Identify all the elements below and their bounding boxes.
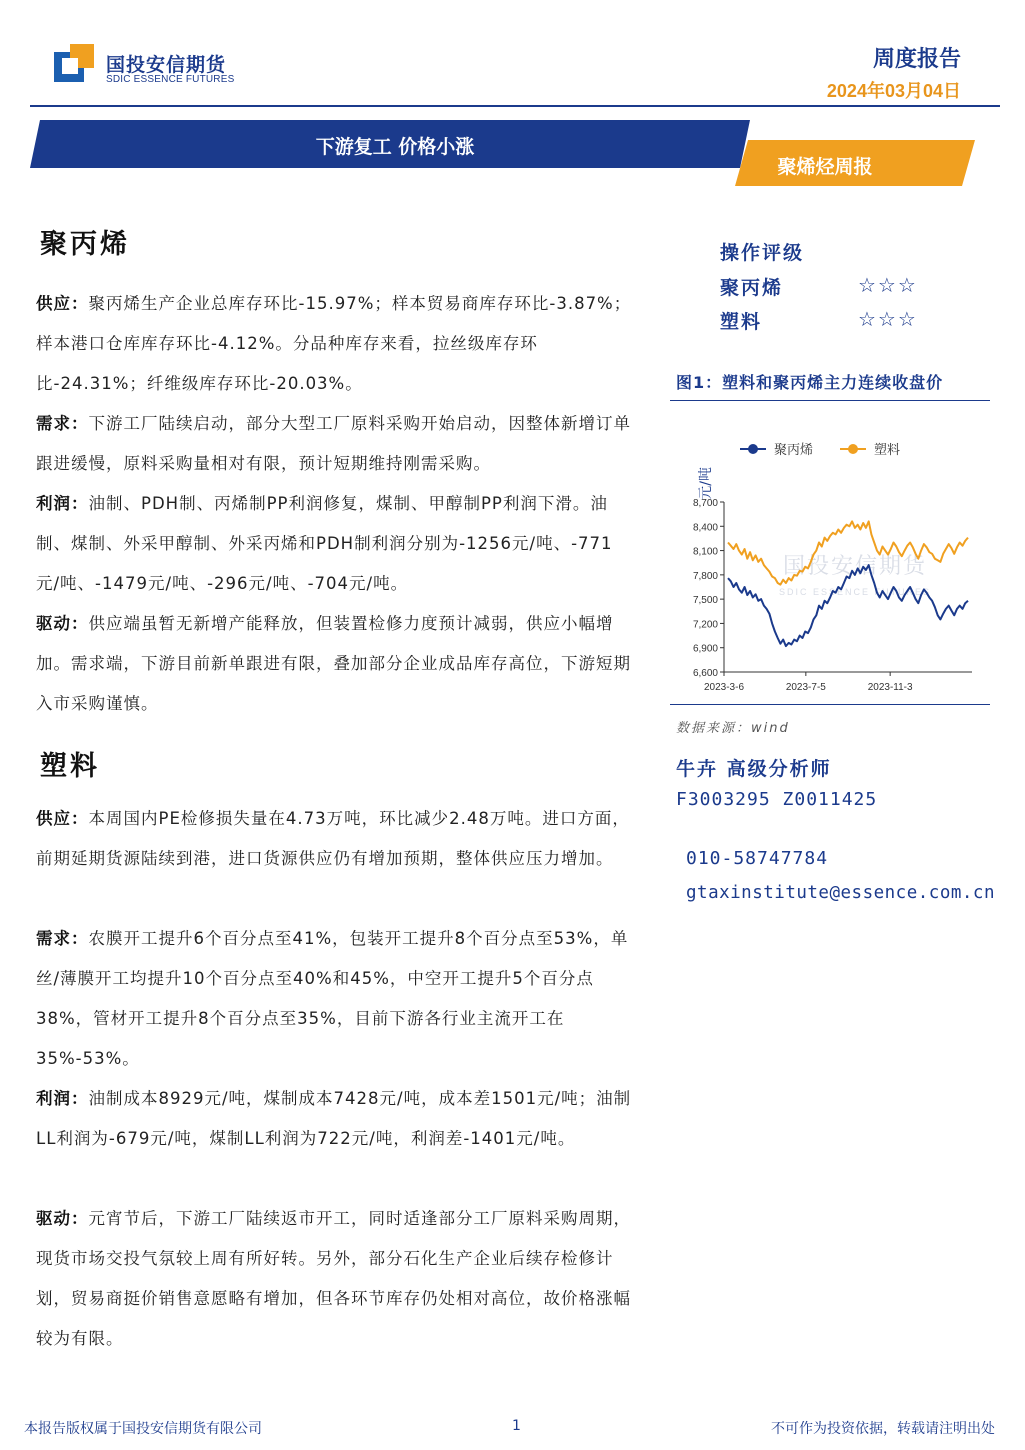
- analyst-name: 牛卉 高级分析师: [676, 758, 832, 780]
- pp-supply-label: 供应：: [36, 294, 89, 313]
- pp-profit-text: 油制、PDH制、丙烯制PP利润修复，煤制、甲醇制PP利润下滑。油制、煤制、外采甲醇制、外采丙烯和PDH制利润分别为-1256元/吨、-771元/吨、-1479元/吨、-296元/吨、-704元/吨。: [36, 494, 613, 593]
- rating-title: 操作评级: [720, 242, 805, 264]
- pe-demand-paragraph: [36, 919, 636, 1079]
- rating-name: 聚丙烯: [720, 277, 784, 299]
- x-tick-label: 2023-3-6: [703, 682, 745, 693]
- pp-supply-text: 聚丙烯生产企业总库存环比-15.97%；样本贸易商库存环比-3.87%；样本港口仓库库存环比-4.12%。分品种库存来看，拉丝级库存环比-24.31%；纤维级库存环比-20.03%。: [36, 294, 632, 393]
- x-tick-label: 2023-11-3: [867, 682, 913, 693]
- pp-profit-label: 利润：: [36, 494, 89, 513]
- pp-section-title: 聚丙烯: [40, 229, 130, 260]
- pe-profit-paragraph: [36, 1079, 636, 1159]
- pp-demand-label: 需求：: [36, 414, 89, 433]
- y-tick-label: 8,700: [692, 498, 718, 509]
- pe-driver-text: 元宵节后，下游工厂陆续返市开工，同时适逢部分工厂原料采购周期，现货市场交投气氛较上周有所好转。另外，部分石化生产企业后续存检修计划，贸易商挺价销售意愿略有增加，但各环节库存仍处相对高位，故价格涨幅较为有限。: [36, 1209, 631, 1348]
- pp-demand-text: 下游工厂陆续启动，部分大型工厂原料采购开始启动，因整体新增订单跟进缓慢，原料采购量相对有限，预计短期维持刚需采购。: [36, 414, 631, 473]
- y-tick-label: 7,500: [692, 595, 718, 607]
- pe-section-title: 塑料: [40, 751, 100, 782]
- pe-demand-label: 需求：: [36, 929, 89, 948]
- series-line: [728, 565, 968, 646]
- rating-row-pe: [720, 307, 940, 334]
- y-tick-label: 6,900: [692, 643, 718, 655]
- pe-profit-label: 利润：: [36, 1089, 89, 1108]
- report-date: 2024年03月04日: [826, 81, 961, 101]
- company-name-en: SDIC ESSENCE FUTURES: [106, 74, 235, 85]
- pe-driver-paragraph: [36, 1199, 636, 1359]
- banner-subtitle: 聚烯烃周报: [777, 156, 873, 178]
- rating-name: 塑料: [720, 311, 763, 333]
- pe-supply-text: 本周国内PE检修损失量在4.73万吨，环比减少2.48万吨。进口方面，前期延期货源陆续到港，进口货源供应仍有增加预期，整体供应压力增加。: [36, 809, 630, 868]
- y-tick-label: 8,100: [692, 546, 718, 558]
- figure-top-rule: [670, 400, 990, 401]
- y-tick-label: 7,800: [692, 570, 718, 582]
- analyst-license-ids: F3003295 Z0011425: [676, 789, 878, 810]
- footer-copyright: 本报告版权属于国投安信期货有限公司: [24, 1421, 262, 1437]
- pp-profit-paragraph: [36, 484, 636, 604]
- analyst-phone: 010-58747784: [686, 848, 829, 869]
- pp-driver-text: 供应端虽暂无新增产能释放，但装置检修力度预计减弱，供应小幅增加。需求端，下游目前新单跟进有限，叠加部分企业成品库存高位，下游短期入市采购谨慎。: [36, 614, 631, 713]
- footer-disclaimer: 不可作为投资依据，转载请注明出处: [771, 1421, 995, 1437]
- figure-title: 图1：塑料和聚丙烯主力连续收盘价: [676, 373, 944, 392]
- header-divider: [30, 105, 1000, 107]
- pe-demand-text: 农膜开工提升6个百分点至41%，包装开工提升8个百分点至53%，单丝/薄膜开工均提升10个百分点至40%和45%，中空开工提升5个百分点38%，管材开工提升8个百分点至35%，目前下游各行业主流开工在35%-53%。: [36, 929, 629, 1068]
- legend-label: 聚丙烯: [774, 443, 814, 458]
- y-tick-label: 7,200: [692, 619, 718, 631]
- report-type: 周度报告: [872, 47, 961, 72]
- figure-source: 数据来源：wind: [676, 721, 790, 736]
- x-tick-label: 2023-7-5: [785, 682, 826, 693]
- figure-bottom-rule: [670, 704, 990, 705]
- watermark-text-en: SDIC ESSENCE FUTURES: [778, 587, 932, 597]
- banner-title: 下游复工 价格小涨: [315, 136, 475, 158]
- legend-label: 塑料: [874, 443, 901, 458]
- y-tick-label: 6,600: [692, 668, 718, 679]
- pe-profit-text: 油制成本8929元/吨，煤制成本7428元/吨，成本差1501元/吨；油制LL利润为-679元/吨，煤制LL利润为722元/吨，利润差-1401元/吨。: [36, 1089, 632, 1148]
- rating-stars: ☆☆☆: [858, 307, 918, 331]
- company-name: 国投安信期货: [106, 54, 227, 76]
- price-line-chart: [670, 405, 990, 700]
- page-number: 1: [512, 1418, 521, 1434]
- analyst-email[interactable]: gtaxinstitute@essence.com.cn: [686, 883, 996, 903]
- rating-row-pp: [720, 273, 940, 300]
- y-tick-label: 8,400: [692, 522, 718, 534]
- pp-demand-paragraph: [36, 404, 636, 484]
- legend-swatch-marker: [848, 444, 858, 454]
- pp-driver-paragraph: [36, 604, 636, 724]
- legend-swatch-marker: [748, 444, 758, 454]
- watermark-text: 国投安信期货: [782, 554, 928, 579]
- company-logo-icon: [54, 44, 96, 86]
- rating-stars: ☆☆☆: [858, 273, 918, 297]
- pe-driver-label: 驱动：: [36, 1209, 89, 1228]
- pp-driver-label: 驱动：: [36, 614, 89, 633]
- pp-supply-paragraph: [36, 284, 636, 404]
- pe-supply-paragraph: [36, 799, 636, 879]
- pe-supply-label: 供应：: [36, 809, 89, 828]
- y-axis-label: 元/吨: [698, 467, 714, 500]
